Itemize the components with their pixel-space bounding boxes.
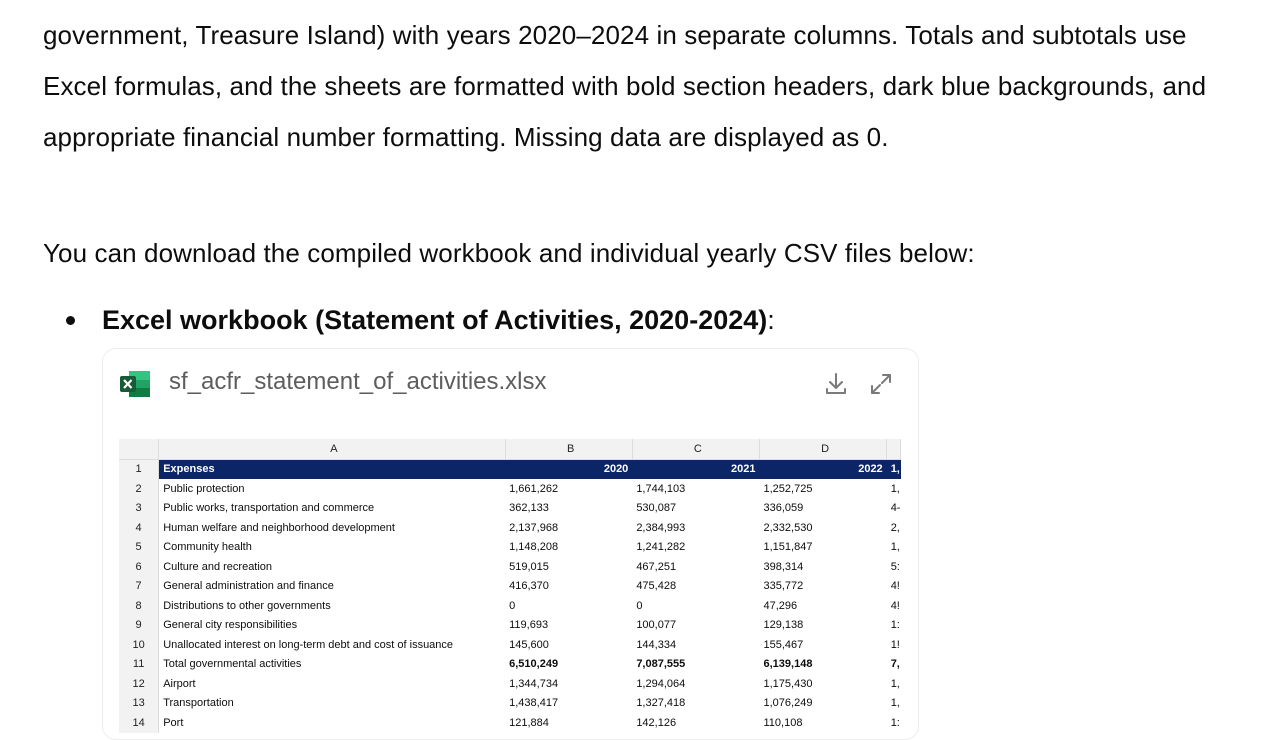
column-header-c: C	[632, 439, 759, 459]
row-number: 11	[119, 655, 159, 675]
row-number: 1	[119, 459, 159, 479]
year-header-cell: 2022	[760, 459, 887, 479]
value-cell-2022: 1,252,725	[763, 482, 813, 495]
row-number: 12	[119, 674, 159, 694]
value-cell-2020: 121,884	[509, 716, 549, 729]
sheet-header-row	[119, 459, 901, 479]
row-number: 6	[119, 557, 159, 577]
row-label-cell: Unallocated interest on long-term debt and cost of issuance	[163, 638, 454, 651]
download-icon[interactable]	[823, 371, 849, 397]
value-cell-2022: 47,296	[763, 599, 798, 612]
row-label-cell: Public protection	[163, 482, 245, 495]
year-header-cell: 2020	[505, 459, 632, 479]
value-cell-2021: 142,126	[636, 716, 677, 729]
table-row	[119, 479, 901, 499]
value-cell-2020: 0	[509, 599, 516, 612]
value-cell-2022: 335,772	[763, 580, 804, 593]
value-cell-2021: 1,241,282	[636, 541, 686, 554]
value-cell-2022: 398,314	[763, 560, 804, 573]
value-cell-2020: 1,148,208	[509, 541, 559, 554]
value-cell-partial: 7,	[890, 658, 900, 671]
year-header-cell: 1,	[887, 459, 901, 479]
excel-icon	[119, 369, 151, 399]
table-row	[119, 538, 901, 558]
table-row	[119, 616, 901, 636]
value-cell-2021: 530,087	[636, 502, 677, 515]
bullet-item-excel	[66, 296, 775, 344]
row-label-cell: Culture and recreation	[163, 560, 273, 573]
year-header-cell: 2021	[632, 459, 759, 479]
value-cell-2022: 336,059	[763, 502, 804, 515]
value-cell-partial: 1,	[890, 541, 900, 554]
value-cell-2020: 145,600	[509, 638, 549, 651]
column-header-a: A	[159, 439, 505, 459]
bullet-colon: :	[767, 304, 775, 335]
value-cell-2022: 129,138	[763, 619, 804, 632]
value-cell-partial: 2,	[890, 521, 900, 534]
spreadsheet-preview[interactable]	[119, 439, 901, 739]
sheet-body	[119, 479, 901, 733]
value-cell-2020: 119,693	[509, 619, 549, 632]
value-cell-2022: 6,139,148	[763, 658, 813, 671]
value-cell-2021: 1,744,103	[636, 482, 686, 495]
value-cell-2020: 1,661,262	[509, 482, 559, 495]
row-label-cell: Community health	[163, 541, 252, 554]
row-label-cell: Public works, transportation and commerce	[163, 502, 375, 515]
spreadsheet-grid	[119, 439, 901, 733]
value-cell-2021: 467,251	[636, 560, 677, 573]
column-header-b: B	[505, 439, 632, 459]
row-number: 3	[119, 499, 159, 519]
value-cell-2020: 1,438,417	[509, 697, 559, 710]
expand-icon[interactable]	[868, 371, 894, 397]
value-cell-2021: 1,327,418	[636, 697, 686, 710]
value-cell-2022: 1,076,249	[763, 697, 813, 710]
corner-cell	[119, 439, 159, 459]
row-number: 7	[119, 577, 159, 597]
value-cell-partial: 4-	[890, 502, 901, 515]
column-header-row	[119, 439, 901, 459]
file-name[interactable]: sf_acfr_statement_of_activities.xlsx	[169, 368, 547, 395]
table-row	[119, 713, 901, 733]
value-cell-2021: 100,077	[636, 619, 677, 632]
value-cell-partial: 1:	[890, 619, 900, 632]
table-row	[119, 577, 901, 597]
value-cell-partial: 4!	[890, 580, 900, 593]
row-number: 14	[119, 713, 159, 733]
value-cell-2022: 1,175,430	[763, 677, 813, 690]
value-cell-2020: 2,137,968	[509, 521, 559, 534]
file-preview-card[interactable]	[102, 348, 919, 740]
table-row	[119, 655, 901, 675]
bullet-label: Excel workbook (Statement of Activities, 2020-2024)	[102, 304, 768, 335]
value-cell-2021: 7,087,555	[636, 658, 686, 671]
table-row	[119, 635, 901, 655]
row-label-cell: Port	[163, 716, 184, 729]
value-cell-partial: 1!	[890, 638, 900, 651]
value-cell-partial: 1,	[890, 697, 900, 710]
row-number: 4	[119, 518, 159, 538]
row-label-cell: Airport	[163, 677, 196, 690]
row-number: 10	[119, 635, 159, 655]
section-header-cell: Expenses	[159, 459, 505, 479]
table-row	[119, 499, 901, 519]
row-label-cell: General city responsibilities	[163, 619, 298, 632]
value-cell-2021: 1,294,064	[636, 677, 686, 690]
column-header-d: D	[760, 439, 887, 459]
value-cell-partial: 1:	[890, 716, 900, 729]
row-number: 13	[119, 694, 159, 714]
download-intro-text: You can download the compiled workbook and individual yearly CSV files below:	[43, 238, 975, 268]
row-number: 9	[119, 616, 159, 636]
row-number: 2	[119, 479, 159, 499]
value-cell-2021: 0	[636, 599, 643, 612]
message-paragraph: government, Treasure Island) with years 2020–2024 in separate columns. Totals and subtotals use Excel formulas, and the sheets are formatted with bold section headers, dark blue backgrounds, and appropriate financial number formatting. Missing data are displayed as 0.	[43, 20, 1207, 152]
value-cell-2020: 416,370	[509, 580, 549, 593]
value-cell-partial: 4!	[890, 599, 900, 612]
value-cell-2022: 1,151,847	[763, 541, 813, 554]
value-cell-2020: 1,344,734	[509, 677, 559, 690]
table-row	[119, 557, 901, 577]
table-row	[119, 674, 901, 694]
row-number: 8	[119, 596, 159, 616]
value-cell-2021: 2,384,993	[636, 521, 686, 534]
row-number: 5	[119, 538, 159, 558]
value-cell-partial: 1,	[890, 677, 900, 690]
row-label-cell: General administration and finance	[163, 580, 334, 593]
value-cell-2022: 155,467	[763, 638, 804, 651]
file-card-header	[103, 349, 918, 419]
row-label-cell: Human welfare and neighborhood development	[163, 521, 395, 534]
table-row	[119, 596, 901, 616]
value-cell-2020: 362,133	[509, 502, 549, 515]
row-label-cell: Distributions to other governments	[163, 599, 331, 612]
value-cell-2020: 6,510,249	[509, 658, 559, 671]
value-cell-partial: 5:	[890, 560, 900, 573]
table-row	[119, 694, 901, 714]
column-header-e	[887, 439, 901, 459]
value-cell-2021: 144,334	[636, 638, 677, 651]
table-row	[119, 518, 901, 538]
value-cell-2022: 110,108	[763, 716, 803, 729]
value-cell-2021: 475,428	[636, 580, 677, 593]
bullet-dot	[66, 316, 75, 325]
value-cell-2020: 519,015	[509, 560, 549, 573]
value-cell-2022: 2,332,530	[763, 521, 813, 534]
row-label-cell: Transportation	[163, 697, 234, 710]
row-label-cell: Total governmental activities	[163, 658, 302, 671]
value-cell-partial: 1,	[890, 482, 900, 495]
